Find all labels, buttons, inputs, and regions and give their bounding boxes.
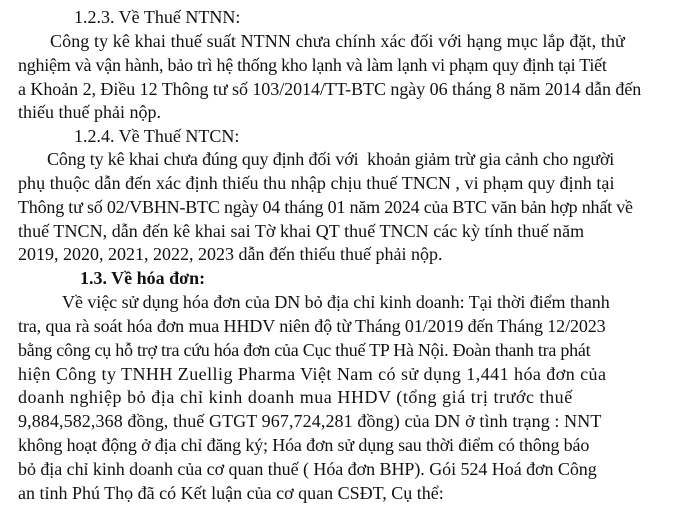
paragraph-line: 9,884,582,368 đồng, thuế GTGT 967,724,281 đồng) của DN ở tình trạng : NNT: [18, 411, 602, 431]
paragraph-line: thuế TNCN, dẫn đến kê khai sai Tờ khai QT thuế TNCN các kỳ tính thuế năm: [18, 221, 585, 241]
paragraph-line: 2019, 2020, 2021, 2022, 2023 dẫn đến thiếu thuế phải nộp.: [18, 244, 443, 264]
paragraph-line: an tỉnh Phú Thọ đã có Kết luận của cơ quan CSĐT, Cụ thể:: [18, 483, 444, 503]
paragraph-line: tra, qua rà soát hóa đơn mua HHDV niên độ từ Tháng 01/2019 đến Tháng 12/2023: [18, 316, 606, 336]
paragraph-line: Về việc sử dụng hóa đơn của DN bỏ địa chỉ kinh doanh: Tại thời điểm thanh: [62, 292, 610, 312]
heading-1-3: 1.3. Về hóa đơn:: [80, 268, 206, 288]
paragraph-line: bỏ địa chỉ kinh doanh của cơ quan thuế ( Hóa đơn BHP). Gói 524 Hoá đơn Công: [18, 459, 597, 479]
paragraph-line: phụ thuộc dẫn đến xác định thiếu thu nhập chịu thuế TNCN , vi phạm quy định tại: [18, 173, 615, 193]
paragraph-line: a Khoản 2, Điều 12 Thông tư số 103/2014/TT-BTC ngày 06 tháng 8 năm 2014 dẫn đến: [18, 79, 642, 99]
heading-1-2-4: 1.2.4. Về Thuế NTCN:: [74, 126, 240, 146]
paragraph-line: không hoạt động ở địa chỉ đăng ký; Hóa đơn sử dụng sau thời điểm có thông báo: [18, 435, 590, 455]
paragraph-line: Công ty kê khai chưa đúng quy định đối với khoản giảm trừ gia cảnh cho người: [47, 149, 615, 169]
paragraph-line: Công ty kê khai thuế suất NTNN chưa chính xác đối với hạng mục lắp đặt, thử: [50, 31, 625, 51]
paragraph-line: hiện Công ty TNHH Zuellig Pharma Việt Nam có sử dụng 1,441 hóa đơn của: [18, 364, 607, 384]
paragraph-line: thiếu thuế phải nộp.: [18, 102, 161, 122]
paragraph-line: nghiệm và vận hành, bảo trì hệ thống kho lạnh và làm lạnh vi phạm quy định tại Tiết: [18, 55, 607, 75]
paragraph-line: doanh nghiệp bỏ địa chỉ kinh doanh mua HHDV (tổng giá trị trước thuế: [18, 387, 573, 407]
paragraph-line: Thông tư số 02/VBHN-BTC ngày 04 tháng 01 năm 2024 của BTC văn bản hợp nhất về: [18, 197, 633, 217]
heading-1-2-3: 1.2.3. Về Thuế NTNN:: [74, 7, 241, 27]
paragraph-line: bằng công cụ hỗ trợ tra cứu hóa đơn của Cục thuế TP Hà Nội. Đoàn thanh tra phát: [18, 340, 591, 360]
